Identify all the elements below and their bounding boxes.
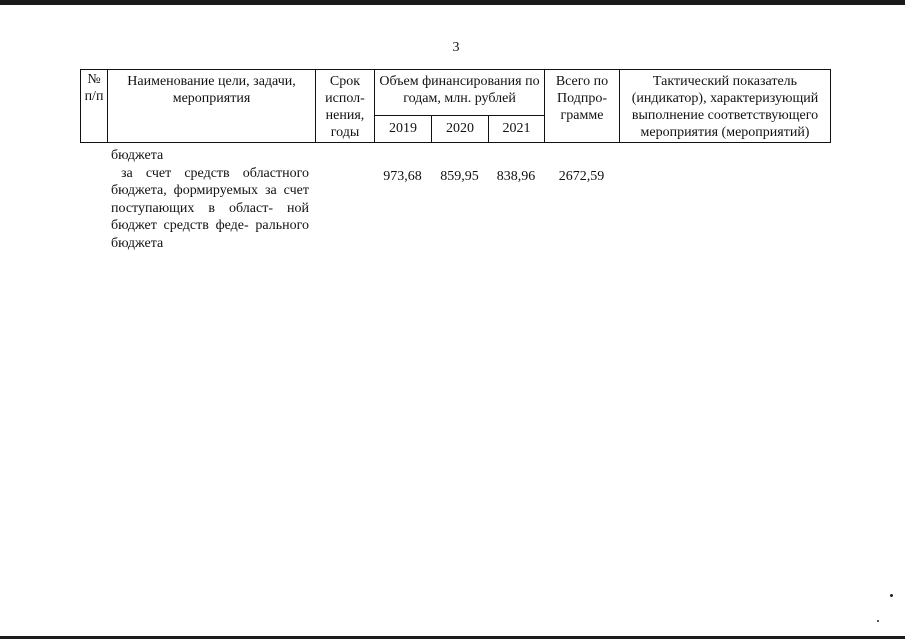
row-value-2019: 973,68 [383,168,422,184]
row-term [315,165,374,253]
scan-speck [877,620,879,622]
header-name: Наименование цели, задачи, мероприятия [108,70,316,143]
row-total [544,147,619,165]
row-indicator [619,165,830,253]
header-indicator: Тактический показатель (индикатор), характеризующий выполнение соответствующего мероприятия (мероприятий) [620,70,831,143]
table-body [80,147,830,252]
header-number-pp: п/п [84,89,104,104]
scan-speck [890,594,893,597]
row-description: за счет средств областного бюджета, формируемых за счет поступающих в област- ной бюджет средств феде- рального бюджета [111,165,309,251]
scan-bottom-edge [0,636,905,639]
header-term: Срок испол- нения, годы [316,70,375,143]
header-year-2019: 2019 [375,115,432,142]
header-number-sign: № [87,72,101,87]
row-value-2021 [488,147,544,165]
row-value-2021: 838,96 [496,168,536,184]
header-number [81,70,108,143]
header-year-2020: 2020 [432,115,489,142]
table-row [80,147,830,165]
header-funding: Объем финансирования по годам, млн. рублей [375,70,545,116]
row-indicator [619,147,830,165]
page-number: 3 [452,40,460,55]
row-value-2020 [431,147,488,165]
table-header [80,69,831,143]
row-number [80,147,107,165]
row-total: 2672,59 [558,168,605,184]
row-term [315,147,374,165]
header-year-2021: 2021 [489,115,545,142]
header-total: Всего по Подпро- грамме [545,70,620,143]
row-number [80,165,107,253]
scan-top-edge [0,0,905,5]
row-value-2020: 859,95 [440,168,479,184]
row-value-2019 [374,147,431,165]
table-row [80,165,830,253]
row-description: бюджета [111,148,164,163]
